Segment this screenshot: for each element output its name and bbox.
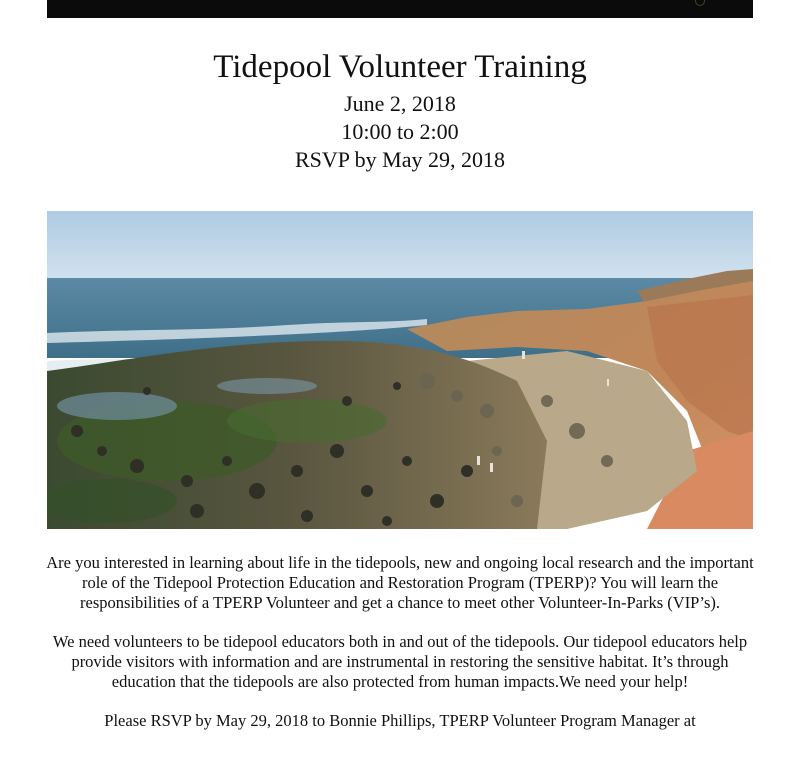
emblem-icon — [695, 0, 705, 6]
intro-paragraph: Are you interested in learning about life in the tidepools, new and ongoing local research and the important role of the Tidepool Protection Education and Restoration Program (TPERP)? You will learn the responsibilities of a TPERP Volunteer and get a chance to meet other Volunteer-In-Parks (VIP’s). — [46, 553, 754, 612]
header-banner — [47, 0, 753, 18]
flyer-header — [0, 44, 800, 174]
rsvp-paragraph: Please RSVP by May 29, 2018 to Bonnie Phillips, TPERP Volunteer Program Manager at — [104, 711, 696, 730]
rsvp-deadline: RSVP by May 29, 2018 — [294, 147, 506, 172]
tidepool-photo — [47, 211, 753, 529]
photo-sky — [47, 211, 753, 281]
event-date: June 2, 2018 — [344, 91, 456, 116]
flyer-body — [40, 553, 760, 750]
volunteer-need-paragraph: We need volunteers to be tidepool educators both in and out of the tidepools. Our tidepool educators help provide visitors with information and are instrumental in restoring the sensitive habitat. It’s through education that the tidepools are also protected from human impacts.We need your help! — [52, 632, 748, 691]
event-time: 10:00 to 2:00 — [341, 119, 459, 144]
page-title: Tidepool Volunteer Training — [213, 49, 587, 85]
